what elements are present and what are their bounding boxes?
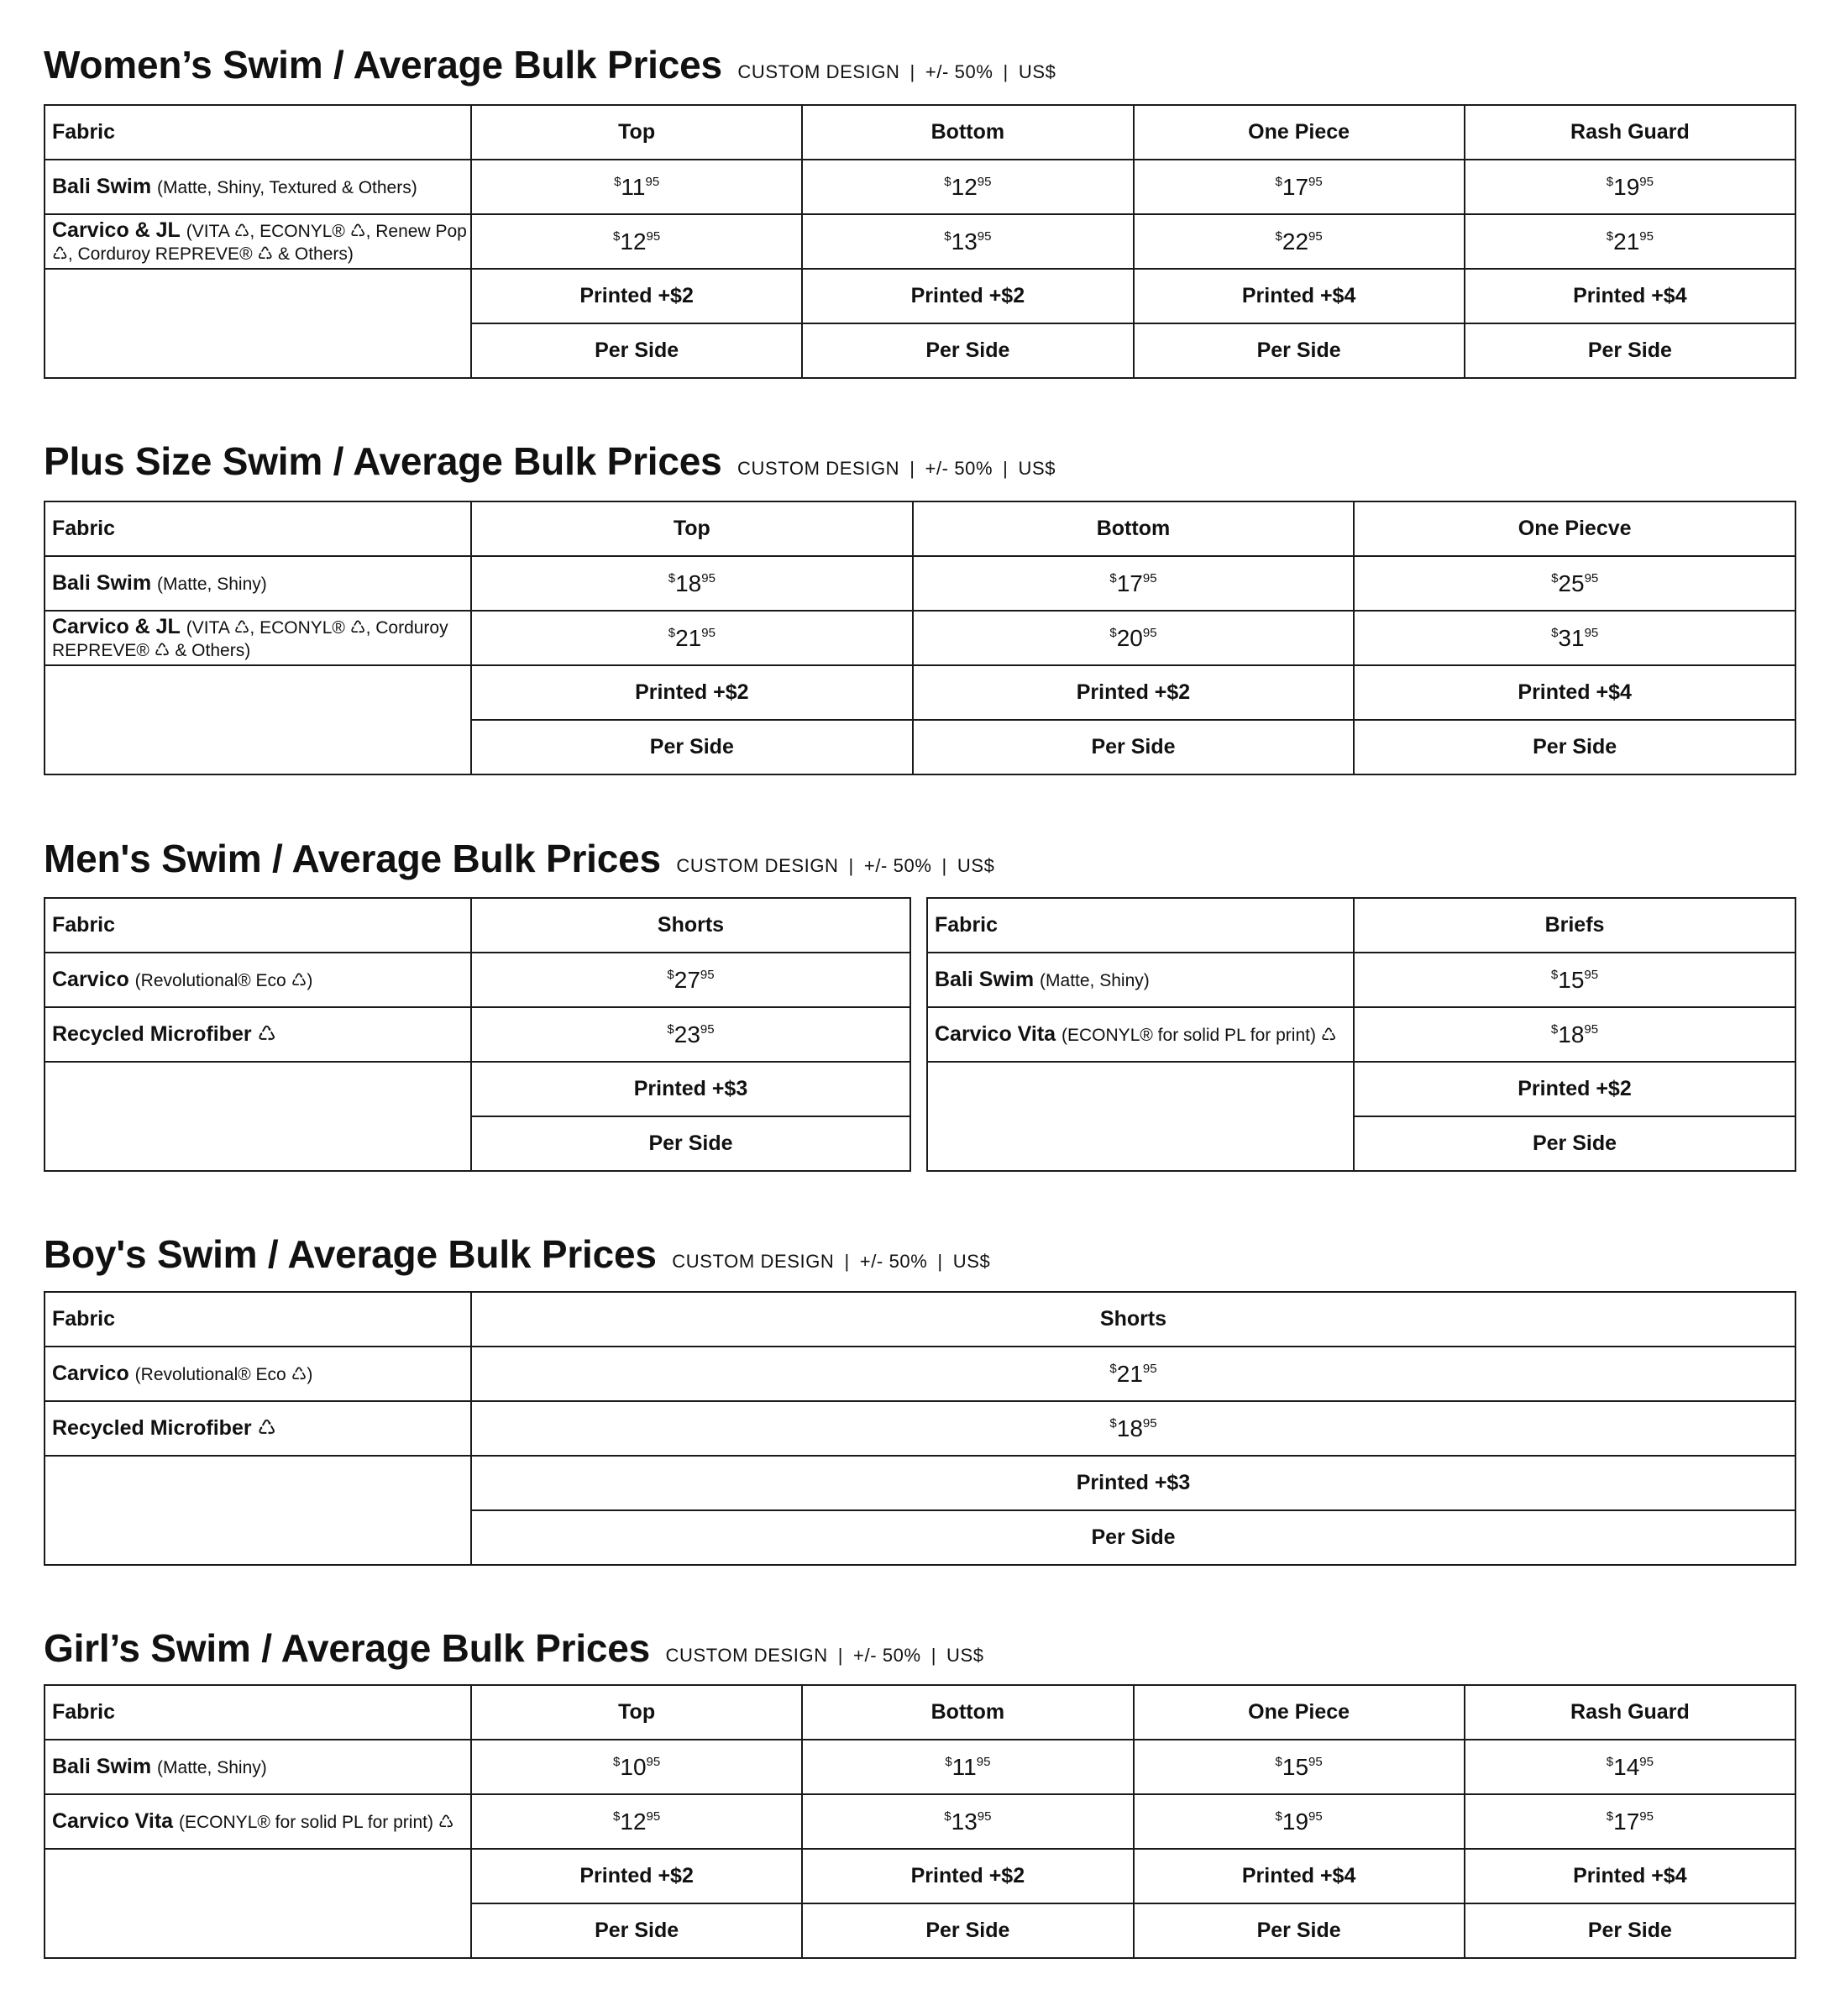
price-cell (1465, 160, 1795, 214)
price-cell (471, 1740, 802, 1794)
fabric-cell (45, 1007, 471, 1062)
column-header: Top (471, 105, 802, 160)
price-dollars: 17 (1613, 1808, 1640, 1835)
per-side-label: Per Side (1354, 720, 1795, 774)
price-cell (913, 611, 1355, 665)
price (1109, 1415, 1156, 1441)
empty-cell (45, 665, 471, 774)
price-currency: $ (1550, 1021, 1559, 1037)
fabric-cell (45, 1401, 471, 1456)
price-cell (802, 160, 1133, 214)
printed-surcharge: Printed +$4 (1134, 269, 1465, 323)
section-meta: CUSTOM DESIGN | +/- 50% | US$ (672, 1251, 991, 1272)
empty-cell (45, 269, 471, 378)
printed-row (927, 1062, 1795, 1116)
price (667, 1021, 714, 1047)
price-cents: 95 (1584, 967, 1599, 982)
price-cell (802, 1740, 1133, 1794)
price-cell (471, 556, 913, 611)
price-cell (802, 1794, 1133, 1849)
fabric-name: Bali Swim (52, 175, 152, 199)
price-currency: $ (944, 174, 951, 189)
price (1607, 228, 1654, 255)
price-dollars: 17 (1116, 570, 1143, 596)
column-header: Shorts (471, 1292, 1795, 1347)
price-cents: 95 (700, 967, 715, 982)
price-cents: 95 (701, 570, 716, 585)
price-dollars: 11 (621, 173, 646, 200)
table-row (45, 1740, 1795, 1794)
price-dollars: 27 (674, 966, 700, 993)
price-cell (1134, 214, 1465, 269)
per-side-label: Per Side (1354, 1116, 1795, 1171)
price-currency: $ (1551, 625, 1559, 640)
price-cell (471, 953, 910, 1007)
column-header: Shorts (471, 898, 910, 953)
header-row (45, 1292, 1795, 1347)
price (1551, 570, 1598, 596)
price (944, 1809, 991, 1835)
mens-swim-title (44, 839, 994, 878)
header-row (927, 898, 1795, 953)
fabric-name: Recycled Microfiber ♺ (52, 1416, 276, 1441)
price-dollars: 20 (1116, 624, 1143, 651)
fabric-header: Fabric (45, 501, 471, 556)
price-currency: $ (1606, 1809, 1614, 1824)
price-cents: 95 (1308, 1809, 1323, 1824)
price-dollars: 31 (1558, 624, 1585, 651)
printed-row (45, 665, 1795, 720)
price-currency: $ (1550, 967, 1559, 982)
fabric-name: Bali Swim (52, 1755, 152, 1779)
price-cell (1134, 1740, 1465, 1794)
section-meta: CUSTOM DESIGN | +/- 50% | US$ (737, 61, 1056, 82)
price-cents: 95 (646, 1754, 661, 1769)
price-currency: $ (613, 228, 621, 244)
boys-swim-title (44, 1232, 991, 1276)
price-currency: $ (614, 174, 621, 189)
table-row (45, 1794, 1795, 1849)
price (1276, 228, 1323, 255)
fabric-cell (45, 1347, 471, 1401)
printed-surcharge: Printed +$4 (1465, 1849, 1795, 1903)
fabric-name: Carvico Vita (935, 1022, 1056, 1047)
fabric-cell (927, 1007, 1354, 1062)
printed-surcharge: Printed +$2 (471, 269, 802, 323)
fabric-note: (Revolutional® Eco ♺) (134, 971, 313, 991)
column-header: Bottom (802, 105, 1133, 160)
price-dollars: 15 (1558, 966, 1585, 993)
price-cents: 95 (645, 174, 660, 189)
fabric-cell (45, 214, 471, 269)
price (613, 228, 660, 255)
price (944, 174, 991, 200)
price-dollars: 25 (1558, 570, 1585, 596)
price-cents: 95 (1639, 1809, 1654, 1824)
price (668, 570, 716, 596)
price-cents: 95 (1584, 570, 1599, 585)
price (1276, 1754, 1323, 1780)
printed-surcharge: Printed +$4 (1134, 1849, 1465, 1903)
fabric-name: Recycled Microfiber ♺ (52, 1022, 276, 1047)
table-row (927, 1007, 1795, 1062)
table-row (927, 953, 1795, 1007)
price-cell (471, 1794, 802, 1849)
price-cell (1465, 1794, 1795, 1849)
price-currency: $ (667, 967, 674, 982)
fabric-note: (Matte, Shiny) (1040, 971, 1150, 991)
header-row (45, 105, 1795, 160)
mens-briefs-price-table (926, 897, 1796, 1172)
fabric-note: (VITA ♺, ECONYL® ♺, Corduroy REPREVE® ♺ & Others) (52, 618, 448, 660)
per-side-label: Per Side (471, 323, 802, 378)
price-currency: $ (667, 1021, 674, 1037)
fabric-cell (927, 953, 1354, 1007)
price-currency: $ (613, 1754, 621, 1769)
column-header: Bottom (913, 501, 1355, 556)
price-dollars: 11 (951, 1753, 977, 1780)
price (1551, 967, 1598, 993)
girls-swim-title (44, 1626, 984, 1670)
price-cents: 95 (1308, 228, 1323, 244)
fabric-note: (Revolutional® Eco ♺) (134, 1365, 313, 1385)
price-dollars: 22 (1282, 228, 1309, 255)
printed-row (45, 269, 1795, 323)
price-dollars: 13 (951, 1808, 978, 1835)
price-cents: 95 (1584, 1021, 1599, 1037)
section-heading: Plus Size Swim / Average Bulk Prices (44, 439, 722, 483)
price (1607, 1754, 1654, 1780)
printed-surcharge: Printed +$3 (471, 1456, 1795, 1510)
price-dollars: 21 (1613, 228, 1640, 255)
fabric-cell (45, 1794, 471, 1849)
price-cents: 95 (977, 174, 992, 189)
empty-cell (45, 1849, 471, 1958)
price-cell (1354, 1007, 1795, 1062)
womens-swim-title (44, 43, 1056, 87)
section-heading: Boy's Swim / Average Bulk Prices (44, 1232, 657, 1276)
section-heading: Men's Swim / Average Bulk Prices (44, 837, 661, 880)
fabric-name: Bali Swim (935, 968, 1035, 992)
section-heading: Girl’s Swim / Average Bulk Prices (44, 1626, 651, 1670)
fabric-name: Carvico Vita (52, 1809, 174, 1834)
price-currency: $ (1109, 1361, 1117, 1376)
price-cents: 95 (700, 1021, 715, 1037)
column-header: One Piecve (1354, 501, 1795, 556)
girls-swim-price-table (44, 1684, 1796, 1959)
column-header: Briefs (1354, 898, 1795, 953)
header-row (45, 1685, 1795, 1740)
price-cell (1354, 611, 1795, 665)
price-dollars: 15 (1282, 1753, 1309, 1780)
price (1551, 1021, 1598, 1047)
price-cell (471, 1007, 910, 1062)
per-side-label: Per Side (1465, 1903, 1795, 1958)
table-row (45, 611, 1795, 665)
price-currency: $ (668, 625, 676, 640)
price-dollars: 17 (1282, 173, 1309, 200)
price-cell (471, 1401, 1795, 1456)
price-cell (471, 214, 802, 269)
fabric-header: Fabric (45, 898, 471, 953)
price (1109, 625, 1156, 651)
price-currency: $ (1606, 174, 1614, 189)
printed-surcharge: Printed +$2 (913, 665, 1355, 720)
column-header: Top (471, 1685, 802, 1740)
price-cell (471, 611, 913, 665)
fabric-name: Carvico & JL (52, 218, 181, 243)
price (1607, 174, 1654, 200)
price-dollars: 12 (951, 173, 978, 200)
price-dollars: 10 (620, 1753, 647, 1780)
fabric-note: (ECONYL® for solid PL for print) ♺ (1062, 1026, 1337, 1046)
fabric-note: (Matte, Shiny, Textured & Others) (157, 178, 417, 198)
empty-cell (45, 1062, 471, 1171)
per-side-label: Per Side (913, 720, 1355, 774)
price-dollars: 12 (620, 1808, 647, 1835)
price-cell (1354, 556, 1795, 611)
fabric-name: Carvico (52, 968, 129, 992)
table-row (45, 160, 1795, 214)
price (614, 174, 659, 200)
column-header: Top (471, 501, 913, 556)
printed-surcharge: Printed +$2 (802, 269, 1133, 323)
price-currency: $ (1109, 1415, 1117, 1431)
price (1109, 570, 1156, 596)
price-cents: 95 (646, 228, 661, 244)
mens-shorts-price-table (44, 897, 911, 1172)
fabric-cell (45, 611, 471, 665)
price-cell (471, 160, 802, 214)
fabric-note: (VITA ♺, ECONYL® ♺, Renew Pop ♺, Corduroy REPREVE® ♺ & Others) (52, 222, 467, 264)
price-dollars: 21 (1116, 1360, 1143, 1387)
price-dollars: 12 (620, 228, 647, 255)
table-row (45, 214, 1795, 269)
price-cell (913, 556, 1355, 611)
price (668, 625, 716, 651)
price (944, 228, 991, 255)
fabric-header: Fabric (45, 1685, 471, 1740)
price-dollars: 19 (1282, 1808, 1309, 1835)
price-cents: 95 (977, 1809, 992, 1824)
header-row (45, 501, 1795, 556)
fabric-cell (45, 1740, 471, 1794)
plus-size-swim-price-table (44, 501, 1796, 775)
price-cents: 95 (701, 625, 716, 640)
price-currency: $ (944, 228, 951, 244)
price-cell (1354, 953, 1795, 1007)
table-row (45, 1007, 910, 1062)
price-cell (471, 1347, 1795, 1401)
price-cell (1465, 1740, 1795, 1794)
per-side-label: Per Side (471, 720, 913, 774)
plus-size-swim-title (44, 439, 1056, 483)
fabric-cell (45, 953, 471, 1007)
fabric-cell (45, 160, 471, 214)
price-currency: $ (1606, 1754, 1614, 1769)
section-meta: CUSTOM DESIGN | +/- 50% | US$ (665, 1645, 984, 1666)
per-side-label: Per Side (1134, 1903, 1465, 1958)
price-dollars: 18 (675, 570, 702, 596)
section-meta: CUSTOM DESIGN | +/- 50% | US$ (737, 458, 1056, 479)
price-cell (802, 214, 1133, 269)
price-currency: $ (1109, 625, 1117, 640)
per-side-label: Per Side (471, 1116, 910, 1171)
empty-cell (927, 1062, 1354, 1171)
column-header: Bottom (802, 1685, 1133, 1740)
fabric-header: Fabric (45, 105, 471, 160)
price-cents: 95 (1142, 1361, 1157, 1376)
fabric-name: Bali Swim (52, 571, 152, 596)
fabric-name: Carvico & JL (52, 615, 181, 639)
column-header: Rash Guard (1465, 1685, 1795, 1740)
fabric-note: (ECONYL® for solid PL for print) ♺ (179, 1813, 454, 1833)
empty-cell (45, 1456, 471, 1565)
price-cell (1134, 160, 1465, 214)
printed-row (45, 1062, 910, 1116)
price-cents: 95 (977, 228, 992, 244)
price-cents: 95 (1308, 1754, 1323, 1769)
price-currency: $ (1606, 228, 1614, 244)
price-dollars: 23 (674, 1021, 700, 1047)
section-heading: Women’s Swim / Average Bulk Prices (44, 43, 722, 87)
price-cents: 95 (1142, 570, 1157, 585)
price-dollars: 19 (1613, 173, 1640, 200)
price (667, 967, 714, 993)
price-cents: 95 (1639, 1754, 1654, 1769)
printed-row (45, 1456, 1795, 1510)
table-row (45, 953, 910, 1007)
table-row (45, 556, 1795, 611)
price-cents: 95 (646, 1809, 661, 1824)
price-currency: $ (1109, 570, 1117, 585)
table-row (45, 1347, 1795, 1401)
per-side-label: Per Side (471, 1903, 802, 1958)
price-cents: 95 (1142, 625, 1157, 640)
price (1276, 1809, 1323, 1835)
price-dollars: 14 (1613, 1753, 1640, 1780)
price-currency: $ (668, 570, 676, 585)
price-currency: $ (945, 1754, 952, 1769)
price (613, 1754, 660, 1780)
price (613, 1809, 660, 1835)
printed-surcharge: Printed +$4 (1354, 665, 1795, 720)
printed-surcharge: Printed +$2 (802, 1849, 1133, 1903)
fabric-note: (Matte, Shiny) (157, 575, 267, 595)
price (1276, 174, 1323, 200)
price-currency: $ (1275, 1754, 1282, 1769)
per-side-label: Per Side (802, 1903, 1133, 1958)
price-cents: 95 (1584, 625, 1599, 640)
per-side-label: Per Side (1465, 323, 1795, 378)
price-currency: $ (1275, 228, 1282, 244)
printed-surcharge: Printed +$4 (1465, 269, 1795, 323)
table-row (45, 1401, 1795, 1456)
printed-surcharge: Printed +$2 (471, 665, 913, 720)
printed-row (45, 1849, 1795, 1903)
womens-swim-price-table (44, 104, 1796, 379)
price-currency: $ (1275, 1809, 1282, 1824)
price-currency: $ (1551, 570, 1559, 585)
fabric-cell (45, 556, 471, 611)
fabric-note: (Matte, Shiny) (157, 1758, 267, 1778)
fabric-header: Fabric (45, 1292, 471, 1347)
fabric-header: Fabric (927, 898, 1354, 953)
per-side-label: Per Side (1134, 323, 1465, 378)
printed-surcharge: Printed +$3 (471, 1062, 910, 1116)
price-currency: $ (944, 1809, 951, 1824)
price-dollars: 18 (1116, 1415, 1143, 1441)
per-side-label: Per Side (471, 1510, 1795, 1565)
header-row (45, 898, 910, 953)
price (1551, 625, 1598, 651)
price-currency: $ (1275, 174, 1282, 189)
price (1109, 1361, 1156, 1387)
price-dollars: 21 (675, 624, 702, 651)
price-cents: 95 (1308, 174, 1323, 189)
price-cents: 95 (976, 1754, 991, 1769)
price-cents: 95 (1639, 174, 1654, 189)
price-dollars: 13 (951, 228, 978, 255)
price (1607, 1809, 1654, 1835)
printed-surcharge: Printed +$2 (471, 1849, 802, 1903)
per-side-label: Per Side (802, 323, 1133, 378)
fabric-name: Carvico (52, 1362, 129, 1386)
boys-swim-price-table (44, 1291, 1796, 1566)
section-meta: CUSTOM DESIGN | +/- 50% | US$ (676, 855, 995, 876)
printed-surcharge: Printed +$2 (1354, 1062, 1795, 1116)
column-header: Rash Guard (1465, 105, 1795, 160)
price-cell (1134, 1794, 1465, 1849)
price-currency: $ (613, 1809, 621, 1824)
price-cents: 95 (1639, 228, 1654, 244)
column-header: One Piece (1134, 1685, 1465, 1740)
price (945, 1754, 990, 1780)
column-header: One Piece (1134, 105, 1465, 160)
price-dollars: 18 (1558, 1021, 1585, 1047)
price-cell (1465, 214, 1795, 269)
price-cents: 95 (1142, 1415, 1157, 1431)
